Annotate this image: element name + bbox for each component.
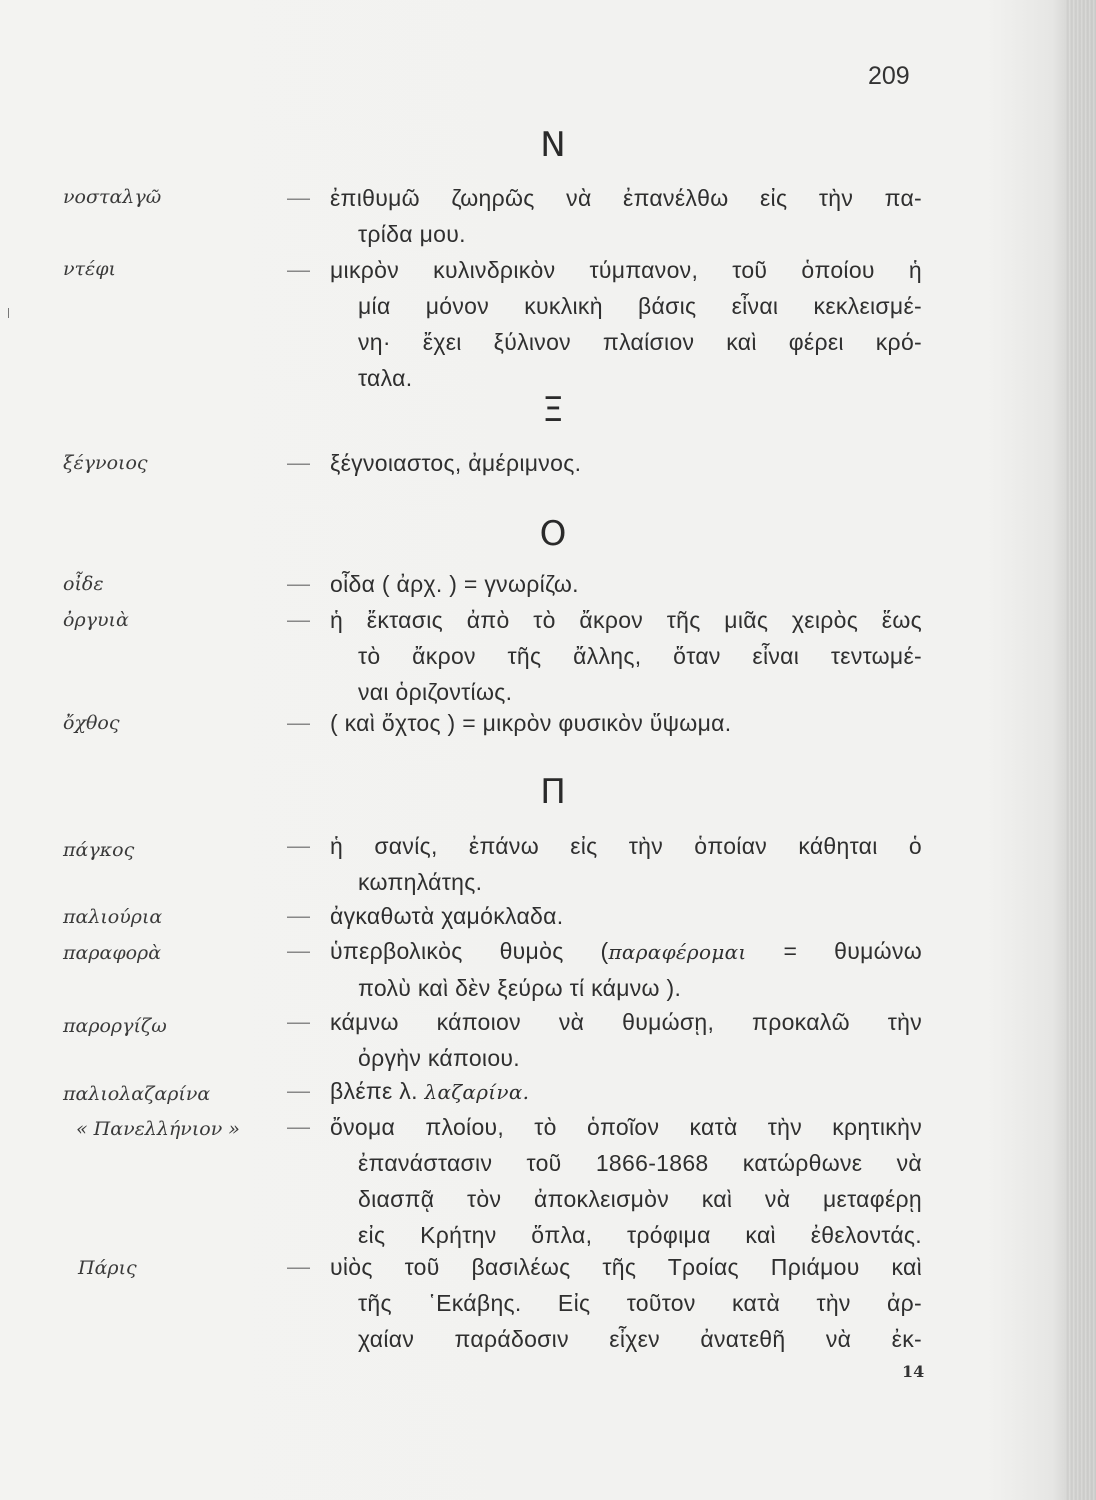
definition-line: εἰς Κρήτην ὅπλα, τρόφιμα καὶ ἐθελοντάς. — [358, 1222, 922, 1248]
entry-dash: — — [287, 1008, 310, 1034]
definition-line: τῆς ῾Εκάβης. Εἰς τοῦτον κατὰ τὴν ἀρ- — [358, 1290, 922, 1316]
term-pagkos: πάγκος — [63, 839, 135, 861]
section-letter-o: Ο — [539, 514, 567, 554]
definition-paris — [330, 1249, 922, 1357]
section-letter-n: Ν — [540, 125, 566, 165]
entry-dash: — — [287, 256, 310, 282]
section-letter-pi: Π — [540, 772, 566, 812]
definition-line: ἀγκαθωτὰ χαμόκλαδα. — [330, 903, 564, 929]
definition-line: ὄνομα πλοίου, τὸ ὁποῖον κατὰ τὴν κρητικὴν — [330, 1114, 922, 1140]
term-paris: Πάρις — [78, 1257, 137, 1279]
term-parorgizo: παροργίζω — [63, 1015, 167, 1037]
page-number: 209 — [868, 62, 910, 90]
entry-dash: — — [287, 832, 310, 858]
term-paliolazarina: παλιολαζαρίνα — [63, 1083, 211, 1105]
definition-paraphora — [330, 933, 922, 1006]
definition-line: ἡ ἔκτασις ἀπὸ τὸ ἄκρον τῆς μιᾶς χειρὸς ἕως — [330, 607, 922, 633]
definition-line: ξέγνοιαστος, ἀμέριμνος. — [330, 450, 582, 476]
definition-line: χαίαν παράδοσιν εἶχεν ἀνατεθῆ νὰ ἐκ- — [358, 1326, 922, 1352]
term-paraphora: παραφορὰ — [63, 942, 162, 964]
entry-dash: — — [287, 902, 310, 928]
signature-mark: 14 — [902, 1362, 925, 1381]
term-ochthos: ὄχθος — [63, 712, 120, 734]
definition-line: ἡ σανίς, ἐπάνω εἰς τὴν ὁποίαν κάθηται ὁ — [330, 833, 922, 859]
term-nostalgo: νοσταλγῶ — [63, 186, 162, 208]
definition-italic-word: λαζαρίνα. — [424, 1080, 530, 1104]
page-edge-shadow — [1066, 0, 1096, 1500]
definition-xegnoios — [330, 445, 922, 481]
entry-dash: — — [287, 1113, 310, 1139]
definition-line: τὸ ἄκρον τῆς ἄλλης, ὅταν εἶναι τεντωμέ- — [358, 643, 922, 669]
entry-dash: — — [287, 184, 310, 210]
term-orgyia: ὀργυιὰ — [63, 609, 129, 631]
definition-text: βλέπε λ. — [330, 1078, 425, 1104]
definition-oide — [330, 566, 922, 602]
definition-paliouria — [330, 898, 922, 934]
entry-dash: — — [287, 1077, 310, 1103]
definition-paliolazarina — [330, 1073, 922, 1110]
term-panellinion: « Πανελλήνιον » — [76, 1118, 240, 1140]
definition-line: ταλα. — [358, 365, 413, 391]
definition-orgyia — [330, 602, 922, 710]
definition-line: ἐπιθυμῶ ζωηρῶς νὰ ἐπανέλθω εἰς τὴν πα- — [330, 185, 922, 211]
definition-line: νη· ἔχει ξύλινον πλαίσιον καὶ φέρει κρό- — [358, 329, 922, 355]
definition-line: ναι ὁριζοντίως. — [358, 679, 513, 705]
entry-dash: — — [287, 449, 310, 475]
entry-dash: — — [287, 570, 310, 596]
definition-panellinion — [330, 1109, 922, 1253]
definition-line: ὀργὴν κάποιου. — [358, 1045, 520, 1071]
entry-dash: — — [287, 937, 310, 963]
definition-italic-word: παραφέρομαι — [608, 940, 747, 964]
definition-line — [330, 1073, 922, 1110]
definition-line: πολὺ καὶ δὲν ξεύρω τί κάμνω ). — [358, 975, 682, 1001]
definition-text: ὑπερβολικὸς θυμὸς ( — [330, 938, 609, 964]
definition-line: μία μόνον κυκλικὴ βάσις εἶναι κεκλεισμέ- — [358, 293, 922, 319]
definition-line: οἶδα ( ἀρχ. ) = γνωρίζω. — [330, 571, 579, 597]
definition-line — [330, 933, 922, 970]
section-letter-xi: Ξ — [542, 390, 564, 430]
definition-line: μικρὸν κυλινδρικὸν τύμπανον, τοῦ ὁποίου ἡ — [330, 257, 922, 283]
definition-text: = θυμώνω — [746, 938, 922, 964]
definition-line: κωπηλάτης. — [358, 869, 483, 895]
entry-dash: — — [287, 709, 310, 735]
entry-dash: — — [287, 1253, 310, 1279]
definition-parorgizo — [330, 1004, 922, 1076]
term-ntefi: ντέφι — [63, 258, 117, 280]
definition-line: ( καὶ ὄχτος ) = μικρὸν φυσικὸν ὕψωμα. — [330, 710, 732, 736]
definition-line: κάμνω κάποιον νὰ θυμώσῃ, προκαλῶ τὴν — [330, 1009, 922, 1035]
page-speck — [8, 308, 9, 318]
definition-nostalgo — [330, 180, 922, 252]
definition-line: διασπᾷ τὸν ἀποκλεισμὸν καὶ νὰ μεταφέρῃ — [358, 1186, 922, 1212]
term-xegnoios: ξέγνοιος — [63, 452, 148, 474]
term-paliouria: παλιούρια — [63, 906, 163, 928]
definition-ochthos — [330, 705, 922, 741]
definition-line: ἐπανάστασιν τοῦ 1866-1868 κατώρθωνε νὰ — [358, 1150, 922, 1176]
term-oide: οἶδε — [63, 573, 104, 595]
definition-line: τρίδα μου. — [358, 221, 466, 247]
definition-ntefi — [330, 252, 922, 396]
entry-dash: — — [287, 606, 310, 632]
definition-pagkos — [330, 828, 922, 900]
definition-line: υἱὸς τοῦ βασιλέως τῆς Τροίας Πριάμου καὶ — [330, 1254, 922, 1280]
